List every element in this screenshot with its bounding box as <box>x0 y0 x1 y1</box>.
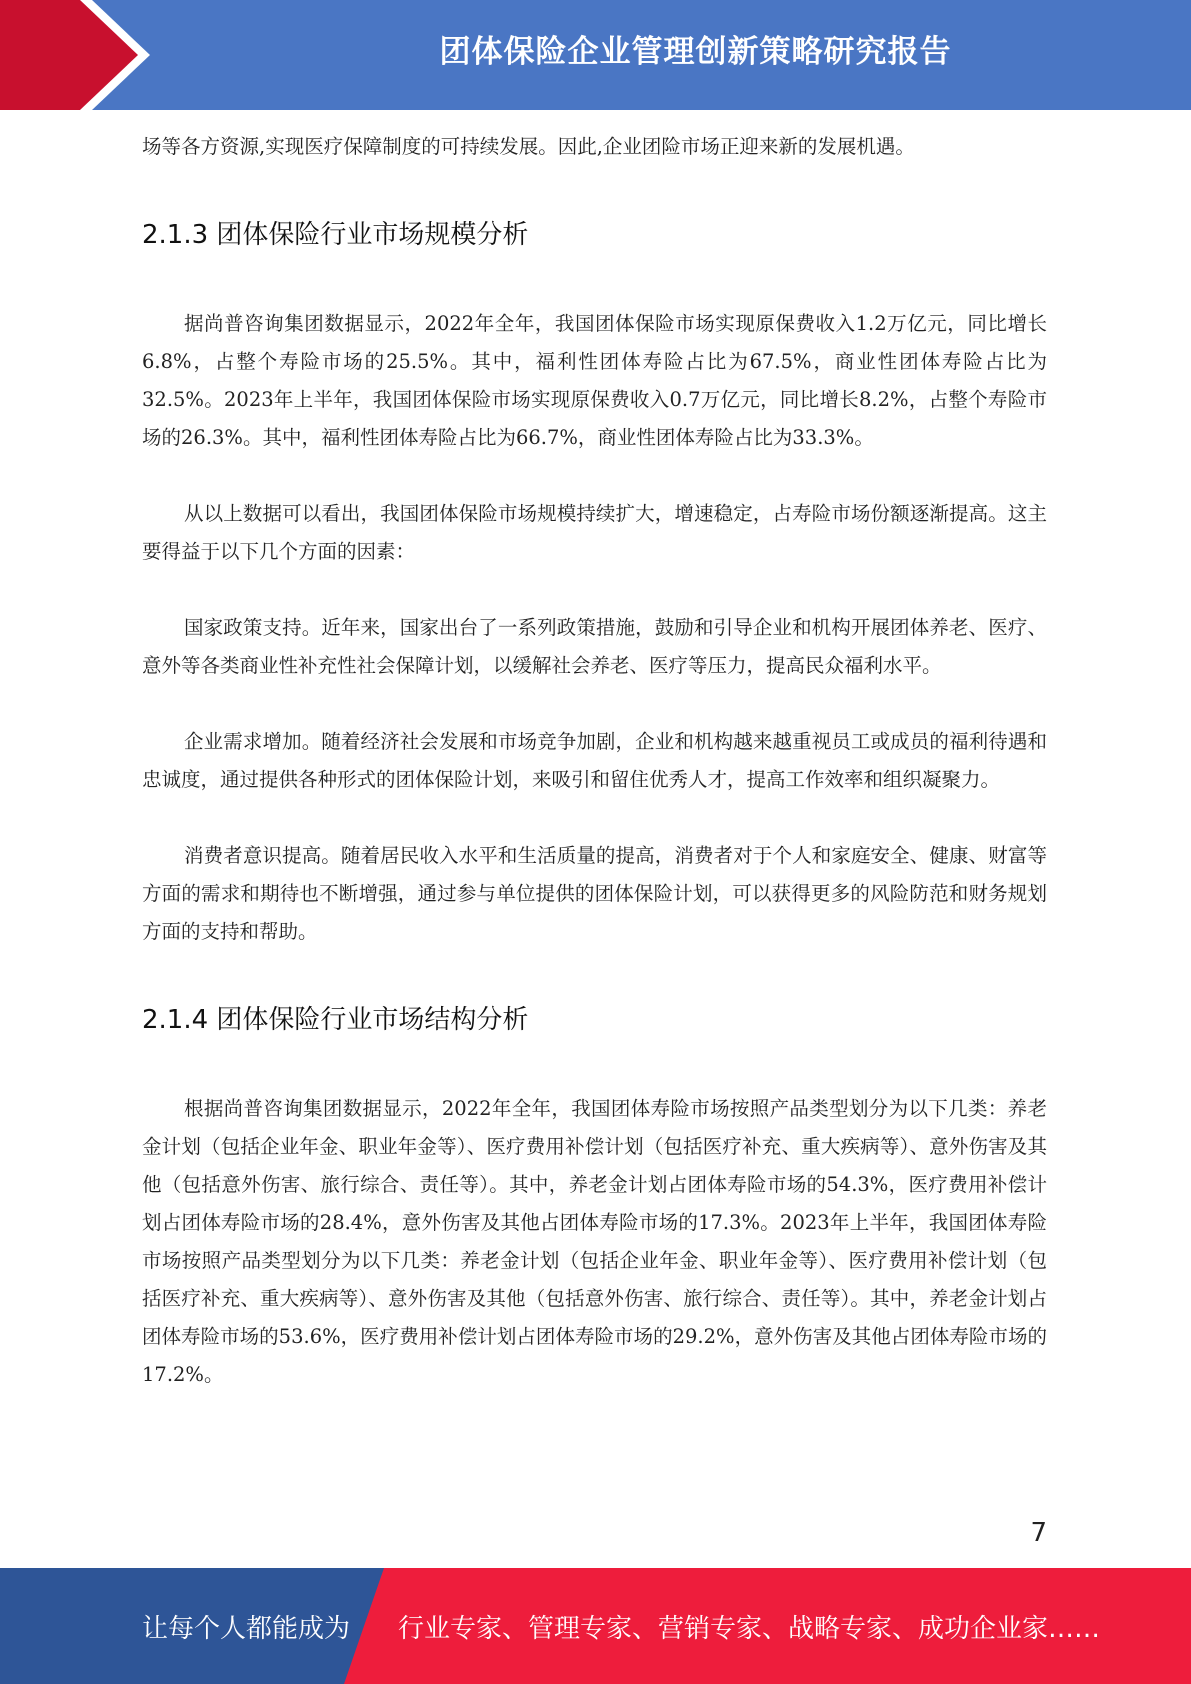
paragraph-consumer-awareness: 消费者意识提高。随着居民收入水平和生活质量的提高，消费者对于个人和家庭安全、健康、财富等方面的需求和期待也不断增强，通过参与单位提供的团体保险计划，可以获得更多的风险防范和财务规划方面的支持和帮助。 <box>142 844 1047 943</box>
document-body <box>142 128 1047 1394</box>
footer-slogan-right: 行业专家、管理专家、营销专家、战略专家、成功企业家…… <box>398 1614 1101 1644</box>
paragraph-market-structure: 根据尚普咨询集团数据显示，2022年全年，我国团体寿险市场按照产品类型划分为以下几类：养老金计划（包括企业年金、职业年金等）、医疗费用补偿计划（包括医疗补充、重大疾病等）、意外伤害及其他（包括意外伤害、旅行综合、责任等）。其中，养老金计划占团体寿险市场的54.3%，医疗费用补偿计划占团体寿险市场的28.4%，意外伤害及其他占团体寿险市场的17.3%。2023年上半年，我国团体寿险市场按照产品类型划分为以下几类：养老金计划（包括企业年金、职业年金等）、医疗费用补偿计划（包括医疗补充、重大疾病等）、意外伤害及其他（包括意外伤害、旅行综合、责任等）。其中，养老金计划占团体寿险市场的53.6%，医疗费用补偿计划占团体寿险市场的29.2%，意外伤害及其他占团体寿险市场的17.2%。 <box>142 1097 1047 1386</box>
paragraph-continued: 场等各方资源,实现医疗保障制度的可持续发展。因此,企业团险市场正迎来新的发展机遇。 <box>142 135 915 158</box>
paragraph-policy-support: 国家政策支持。近年来，国家出台了一系列政策措施，鼓励和引导企业和机构开展团体养老、医疗、意外等各类商业性补充性社会保障计划，以缓解社会养老、医疗等压力，提高民众福利水平。 <box>142 616 1047 677</box>
page-number: 7 <box>1030 1518 1047 1548</box>
section-heading-2-1-4: 2.1.4 团体保险行业市场结构分析 <box>142 1005 529 1035</box>
section-heading-2-1-3: 2.1.3 团体保险行业市场规模分析 <box>142 220 529 250</box>
page-footer <box>0 1568 1191 1684</box>
paragraph-enterprise-demand: 企业需求增加。随着经济社会发展和市场竞争加剧，企业和机构越来越重视员工或成员的福利待遇和忠诚度，通过提供各种形式的团体保险计划，来吸引和留住优秀人才，提高工作效率和组织凝聚力。 <box>142 730 1047 791</box>
header-arrow-graphic <box>0 0 160 110</box>
paragraph-summary: 从以上数据可以看出，我国团体保险市场规模持续扩大，增速稳定，占寿险市场份额逐渐提高。这主要得益于以下几个方面的因素： <box>142 502 1047 563</box>
report-title: 团体保险企业管理创新策略研究报告 <box>439 34 952 70</box>
paragraph-market-size: 据尚普咨询集团数据显示，2022年全年，我国团体保险市场实现原保费收入1.2万亿元，同比增长6.8%，占整个寿险市场的25.5%。其中，福利性团体寿险占比为67.5%，商业性团体寿险占比为32.5%。2023年上半年，我国团体保险市场实现原保费收入0.7万亿元，同比增长8.2%，占整个寿险市场的26.3%。其中，福利性团体寿险占比为66.7%，商业性团体寿险占比为33.3%。 <box>142 312 1047 449</box>
page-header <box>0 0 1191 110</box>
footer-slogan-left: 让每个人都能成为 <box>142 1614 351 1644</box>
